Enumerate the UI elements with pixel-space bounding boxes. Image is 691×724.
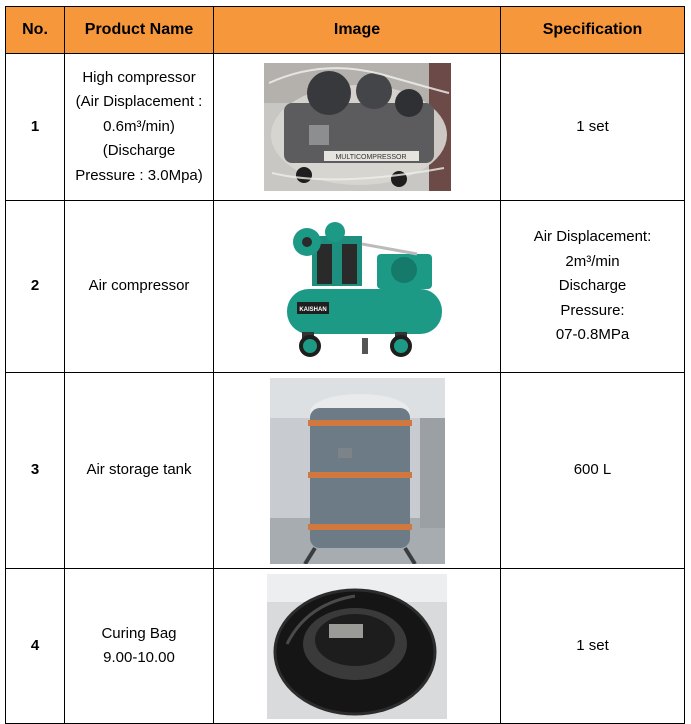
product-name-line: Air storage tank	[86, 461, 192, 479]
specification-line: Pressure:	[560, 301, 625, 319]
image-cell	[214, 201, 501, 373]
specification-line: 600 L	[573, 461, 612, 479]
product-name-line: Air compressor	[88, 277, 190, 295]
product-name	[65, 54, 214, 201]
specification-line: Discharge	[558, 277, 627, 295]
specification-line: 2m³/min	[565, 252, 620, 270]
specification-line: Air Displacement:	[533, 228, 652, 246]
product-name	[65, 569, 214, 724]
specification	[501, 569, 685, 724]
header-row	[6, 7, 685, 54]
product-name	[65, 373, 214, 569]
image-cell	[214, 373, 501, 569]
compressor-label: MULTICOMPRESSOR	[334, 154, 407, 161]
air-compressor-image	[267, 214, 447, 359]
product-name-line: (Discharge	[102, 142, 176, 160]
table-row	[6, 54, 685, 201]
image-cell	[214, 569, 501, 724]
specification-line: 1 set	[576, 636, 609, 654]
product-name-line: Curing Bag	[101, 624, 177, 642]
header-no: No.	[6, 7, 65, 54]
air-storage-tank-image	[270, 378, 445, 564]
kaishan-label: KAISHAN	[299, 307, 327, 313]
product-name-line: High compressor	[82, 68, 196, 86]
table-row	[6, 201, 685, 373]
product-table	[5, 6, 685, 724]
row-number: 4	[6, 569, 65, 724]
table-row	[6, 373, 685, 569]
specification	[501, 373, 685, 569]
product-name-line: (Air Displacement :	[75, 93, 203, 111]
product-name-line: 0.6m³/min)	[103, 117, 175, 135]
header-product-name: Product Name	[65, 7, 214, 54]
table-row	[6, 569, 685, 724]
row-number: 3	[6, 373, 65, 569]
specification-line: 1 set	[576, 117, 609, 135]
specification-line: 07-0.8MPa	[555, 326, 630, 344]
header-specification: Specification	[501, 7, 685, 54]
curing-bag-image	[267, 574, 447, 719]
image-cell	[214, 54, 501, 201]
product-name-line: 9.00-10.00	[103, 649, 175, 666]
specification	[501, 201, 685, 373]
product-name-line: Pressure : 3.0Mpa)	[75, 166, 203, 184]
product-name	[65, 201, 214, 373]
row-number: 1	[6, 54, 65, 201]
row-number: 2	[6, 201, 65, 373]
header-image: Image	[214, 7, 501, 54]
specification	[501, 54, 685, 201]
high-compressor-image	[264, 63, 451, 191]
